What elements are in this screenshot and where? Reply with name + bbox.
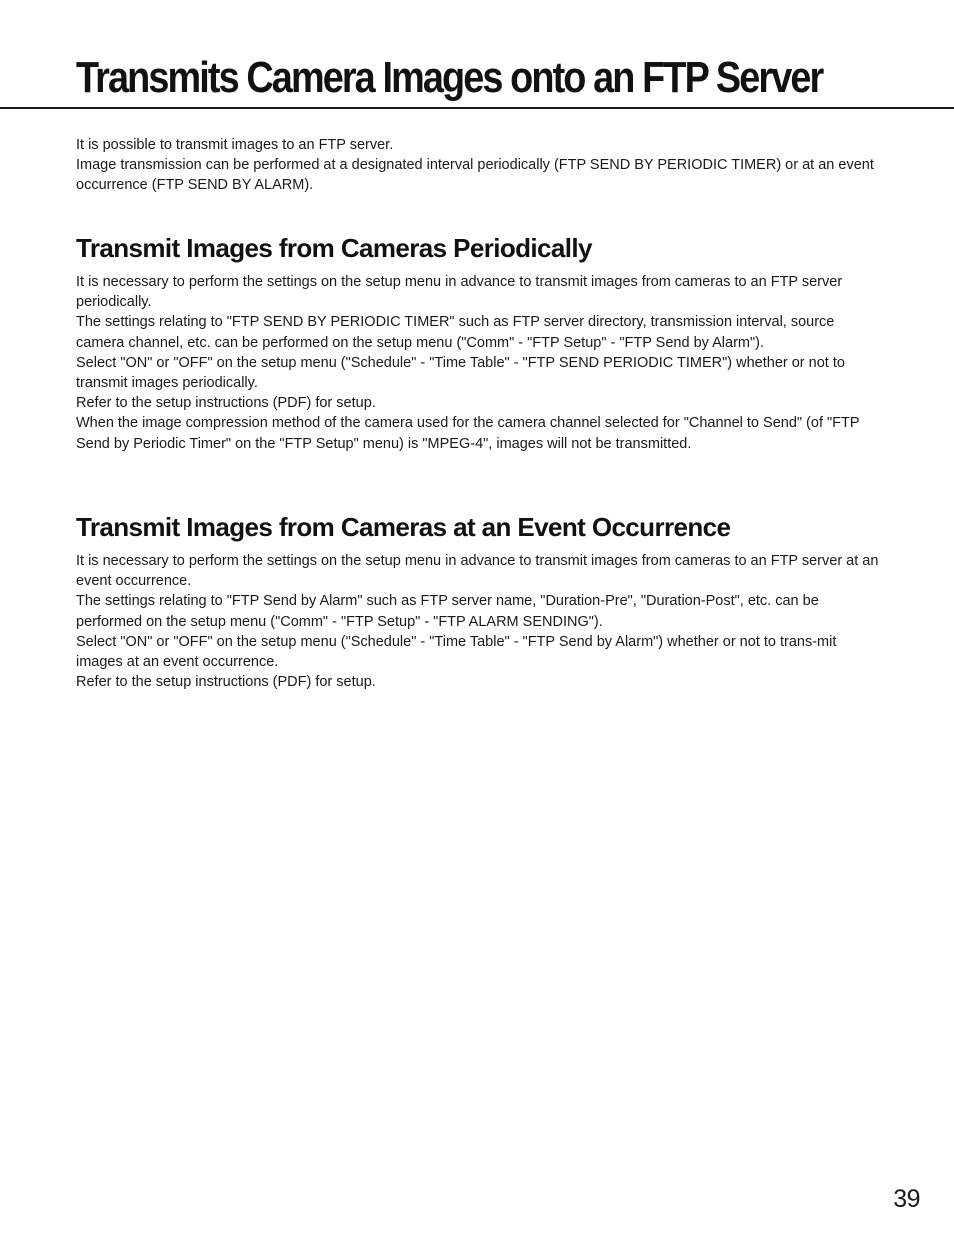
body-paragraph: When the image compression method of the camera used for the camera channel selected for "Channel to Send" (of "FTP Send by Periodic Timer" on the "FTP Setup" menu) is "MPEG-4", images will not be transmitted. bbox=[76, 415, 860, 452]
body-paragraph: Refer to the setup instructions (PDF) for setup. bbox=[76, 674, 376, 691]
body-paragraph: It is necessary to perform the settings on the setup menu in advance to transmit images from cameras to an FTP server periodically. bbox=[76, 274, 843, 311]
title-rule bbox=[0, 107, 954, 109]
page-number: 39 bbox=[893, 1185, 920, 1213]
intro-paragraph: Image transmission can be performed at a designated interval periodically (FTP SEND BY PERIODIC TIMER) or at an event occurrence (FTP SEND BY ALARM). bbox=[76, 157, 874, 194]
intro-paragraph: It is possible to transmit images to an FTP server. bbox=[76, 137, 394, 153]
body-paragraph: Select "ON" or "OFF" on the setup menu ("Schedule" - "Time Table" - "FTP SEND PERIODIC TIMER") whether or not to transmit images periodically. bbox=[76, 354, 845, 392]
section-heading-periodic: Transmit Images from Cameras Periodically bbox=[76, 233, 592, 263]
page-title: Transmits Camera Images onto an FTP Server bbox=[76, 53, 823, 102]
section-heading-event: Transmit Images from Cameras at an Event Occurrence bbox=[76, 512, 731, 542]
body-paragraph: Select "ON" or "OFF" on the setup menu ("Schedule" - "Time Table" - "FTP Send by Alarm") whether or not to trans-mit images at an event occurrence. bbox=[76, 633, 837, 671]
body-paragraph: It is necessary to perform the settings on the setup menu in advance to transmit images from cameras to an FTP server at an event occurrence. bbox=[76, 553, 879, 590]
section-body-event bbox=[76, 551, 886, 692]
body-paragraph: The settings relating to "FTP Send by Alarm" such as FTP server name, "Duration-Pre", "Duration-Post", etc. can be performed on the setup menu ("Comm" - "FTP Setup" - "FTP ALARM SENDING"). bbox=[76, 593, 819, 630]
section-body-periodic bbox=[76, 272, 886, 454]
intro-text bbox=[76, 135, 886, 196]
body-paragraph: Refer to the setup instructions (PDF) for setup. bbox=[76, 395, 376, 412]
body-paragraph: The settings relating to "FTP SEND BY PERIODIC TIMER" such as FTP server directory, transmission interval, source camera channel, etc. can be performed on the setup menu ("Comm" - "FTP Setup" - "FTP Send by Alarm"). bbox=[76, 314, 835, 351]
